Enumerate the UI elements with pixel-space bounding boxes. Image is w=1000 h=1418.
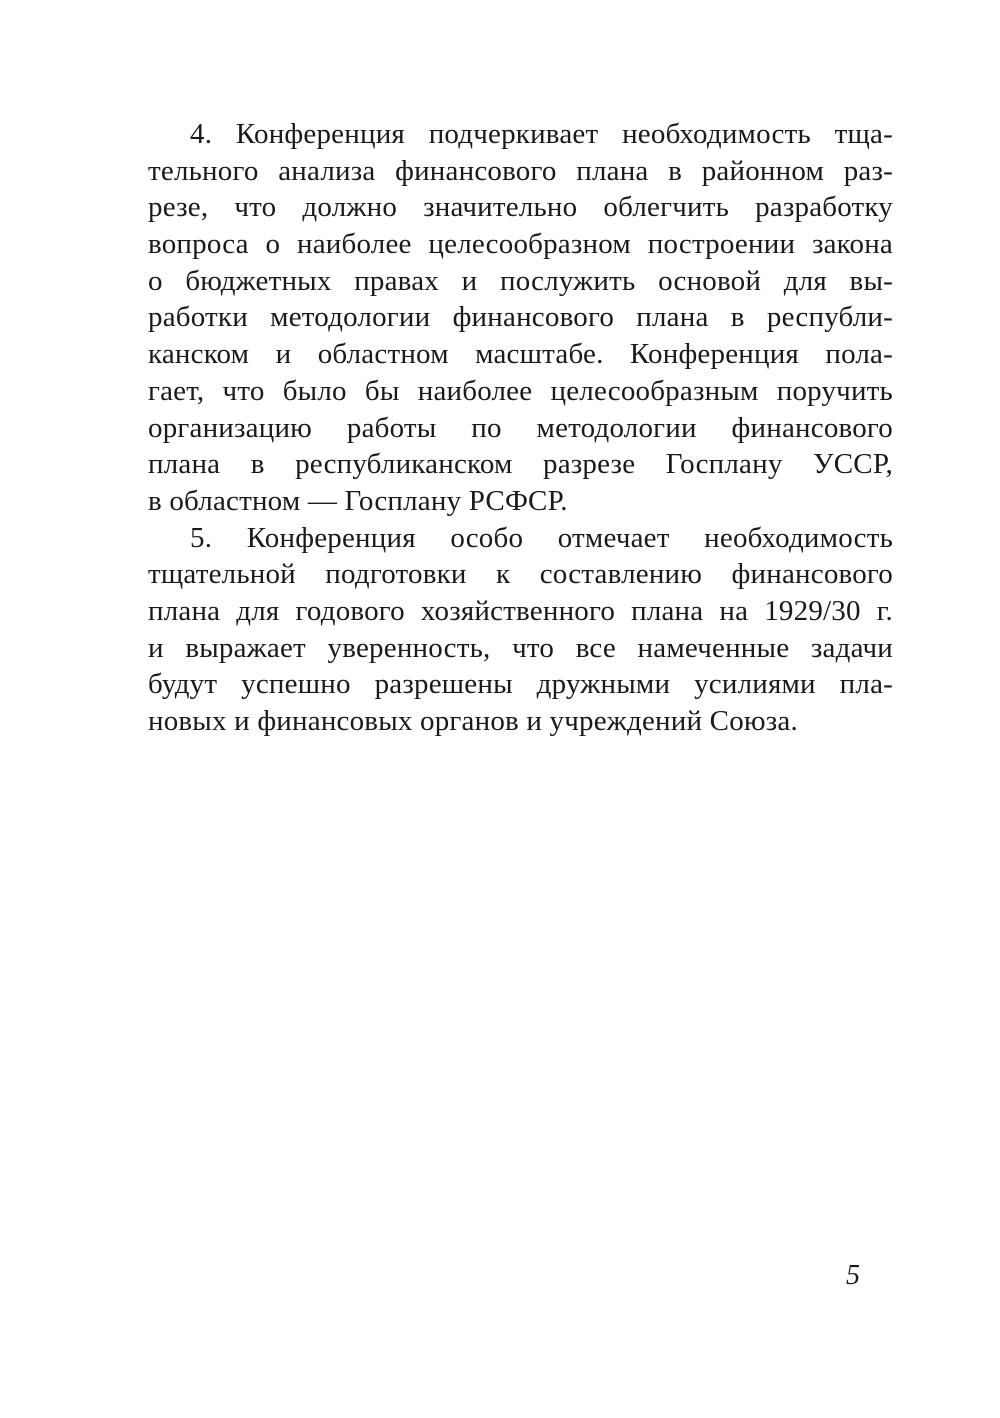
paragraph-line: вопроса о наиболее целесообразном построении закона [148,228,893,261]
paragraph-line: в областном — Госплану РСФСР. [148,484,568,517]
body-text [148,116,893,740]
paragraph-line: и выражает уверенность, что все намеченные задачи [148,631,893,664]
paragraph-line: организацию работы по методологии финансового [148,411,893,444]
paragraph-line: плана в республиканском разрезе Госплану УССР, [148,448,893,481]
paragraph-line: гает, что было бы наиболее целесообразным поручить [148,374,893,407]
paragraph-line: тщательной подготовки к составлению финансового [148,558,893,591]
paragraph-line: резе, что должно значительно облегчить разработку [148,191,893,224]
paragraph-line: плана для годового хозяйственного плана на 1929/30 г. [148,594,893,627]
page-number: 5 [846,1260,860,1291]
paragraph-5 [148,520,893,740]
paragraph-line: 4. Конференция подчеркивает необходимость тща- [190,118,893,150]
paragraph-line: о бюджетных правах и послужить основой для вы- [148,264,893,297]
paragraph-line: тельного анализа финансового плана в районном раз- [148,154,893,187]
paragraph-line: канском и областном масштабе. Конференция пола- [148,338,893,371]
paragraph-4 [148,116,893,520]
paragraph-line: работки методологии финансового плана в республи- [148,301,893,334]
paragraph-line: новых и финансовых органов и учреждений Союза. [148,705,798,737]
paragraph-line: 5. Конференция особо отмечает необходимость [190,521,893,554]
paragraph-line: будут успешно разрешены дружными усилиями пла- [148,668,893,701]
